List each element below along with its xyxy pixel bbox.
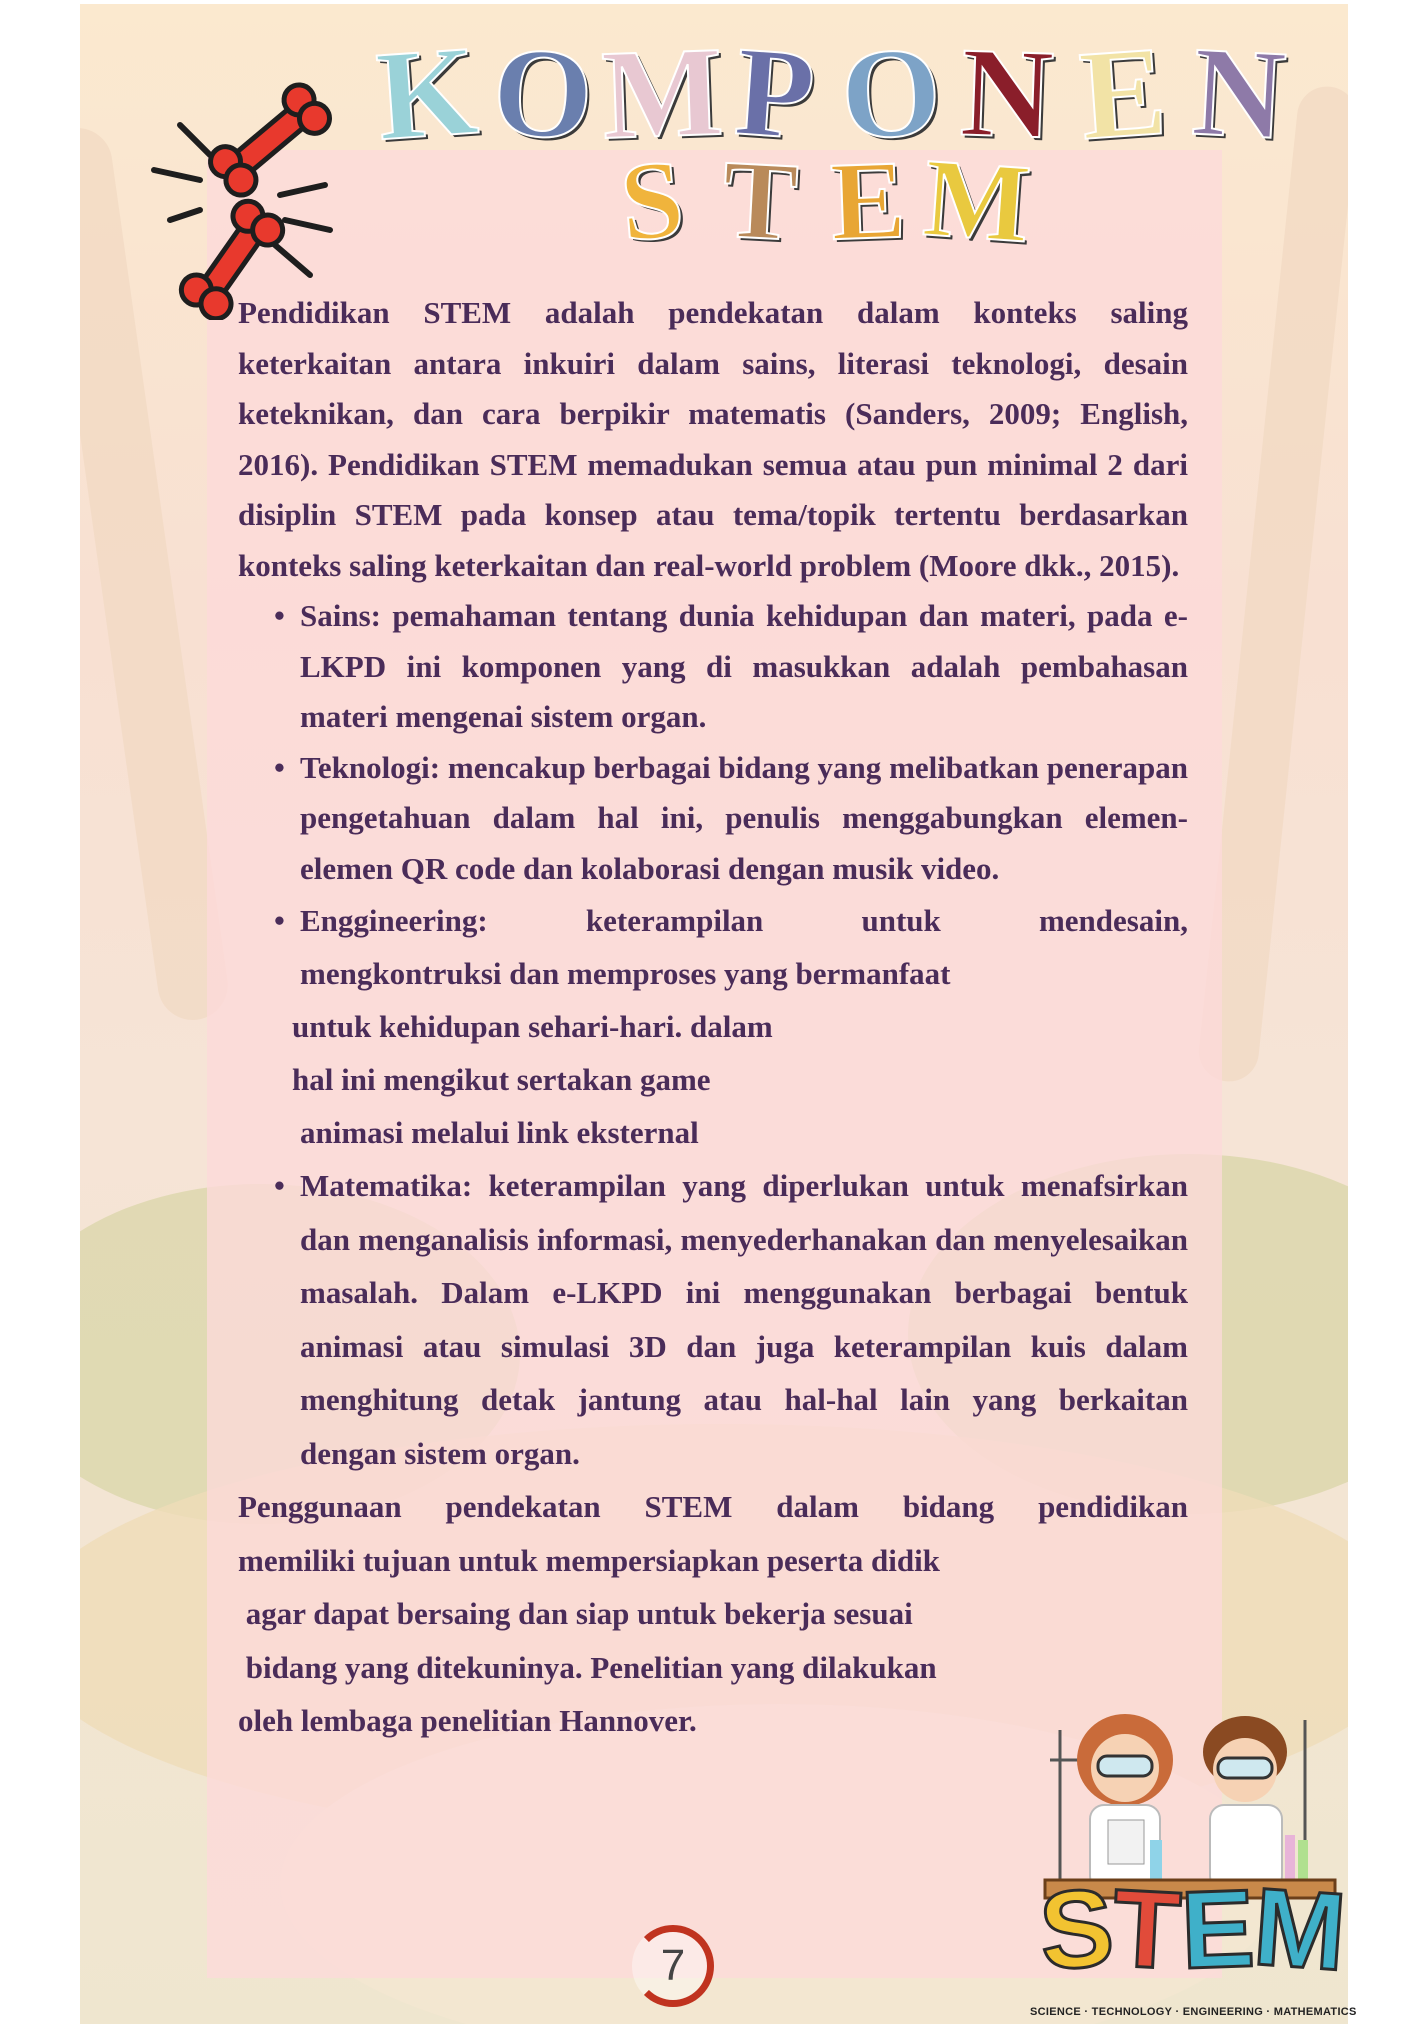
title-letter: K: [372, 18, 482, 168]
page-number-text: 7: [660, 1941, 686, 1990]
title-letter: M: [919, 135, 1034, 267]
stem-logo-letter: T: [1110, 1866, 1184, 1993]
bullet-marker: •: [274, 903, 285, 938]
title-letter: M: [599, 19, 726, 166]
intro-paragraph: Pendidikan STEM adalah pendekatan dalam konteks saling keterkaitan antara inkuiri dalam sains, literasi teknologi, desain keteknikan, dan cara berpikir matematis (Sanders, 2009; English, 2016). Pendidikan STEM memadukan semua atau pun minimal 2 dari disiplin STEM pada konsep atau tema/topik tertentu berdasarkan konteks saling keterkaitan dan real-world problem (Moore dkk., 2015).: [238, 295, 1188, 583]
closing-line-1-text: Penggunaan pendekatan STEM dalam bidang pendidikan: [238, 1489, 1188, 1524]
list-item-engineering: [238, 894, 1188, 1159]
closing-line-3: agar dapat bersaing dan siap untuk bekerja sesuai: [238, 1596, 913, 1631]
engineering-word: untuk: [861, 903, 941, 938]
engineering-word: keterampilan: [585, 903, 764, 938]
closing-line-2: memiliki tujuan untuk mempersiapkan peserta didik: [238, 1542, 940, 1578]
bullet-marker: •: [274, 598, 285, 633]
title-letter: E: [828, 137, 908, 265]
bullet-marker: •: [274, 749, 285, 785]
engineering-line-1: [300, 894, 1188, 947]
title-letter: N: [958, 20, 1056, 166]
engineering-line-4: hal ini mengikut sertakan game: [292, 1062, 711, 1097]
title-letter: O: [489, 19, 597, 167]
stem-tagline: SCIENCE · TECHNOLOGY · ENGINEERING · MATHEMATICS: [1030, 2006, 1357, 2018]
engineering-line-3: untuk kehidupan sehari-hari. dalam: [292, 1009, 773, 1044]
bone-icon: [150, 70, 370, 320]
title-letter: E: [1075, 19, 1171, 167]
title-letter: N: [1189, 19, 1289, 167]
engineering-word: mendesain,: [1038, 903, 1188, 938]
list-item-text: Sains: pemahaman tentang dunia kehidupan dan materi, pada e-LKPD ini komponen yang di masukkan adalah pembahasan materi mengenai sistem organ.: [300, 598, 1188, 734]
stem-logo: [1035, 1864, 1350, 1995]
title-letter: P: [731, 19, 819, 167]
list-item-matematika: [238, 1159, 1188, 1480]
closing-line-5: oleh lembaga penelitian Hannover.: [238, 1703, 697, 1738]
closing-line-4: bidang yang ditekuninya. Penelitian yang dilakukan: [238, 1649, 937, 1685]
stem-logo-letter: S: [1035, 1865, 1118, 1994]
engineering-line-2: mengkontruksi dan memproses yang bermanfaat: [300, 956, 951, 991]
list-item-text: Matematika: keterampilan yang diperlukan untuk menafsirkan dan menganalisis informasi, menyederhanakan dan menyelesaikan masalah. Dalam e-LKPD ini menggunakan berbagai bentuk animasi atau simulasi 3D dan juga keterampilan kuis dalam menghitung detak jantung atau hal-hal lain yang berkaitan dengan sistem organ.: [300, 1168, 1188, 1471]
stem-logo-letter: M: [1249, 1864, 1350, 1995]
bullet-marker: •: [274, 1168, 285, 1203]
list-item-sains: [238, 591, 1188, 743]
closing-line-1: [238, 1480, 1188, 1534]
main-text: [238, 288, 1188, 1748]
page-title: [370, 18, 1350, 267]
engineering-line-5: animasi melalui link eksternal: [300, 1115, 699, 1150]
stem-logo-letter: E: [1178, 1866, 1257, 1993]
engineering-word: Enggineering:: [300, 903, 488, 938]
list-item-teknologi: [238, 743, 1188, 895]
title-letter: O: [837, 19, 945, 167]
title-letter: T: [719, 137, 801, 265]
title-stem: [600, 135, 1034, 267]
page-number: [632, 1925, 714, 2007]
title-letter: S: [615, 136, 689, 266]
stem-component-list: [238, 591, 1188, 1480]
list-item-text: Teknologi: mencakup berbagai bidang yang melibatkan penerapan pengetahuan dalam hal ini, penulis menggabungkan elemen-elemen QR code dan kolaborasi dengan musik video.: [300, 749, 1188, 886]
